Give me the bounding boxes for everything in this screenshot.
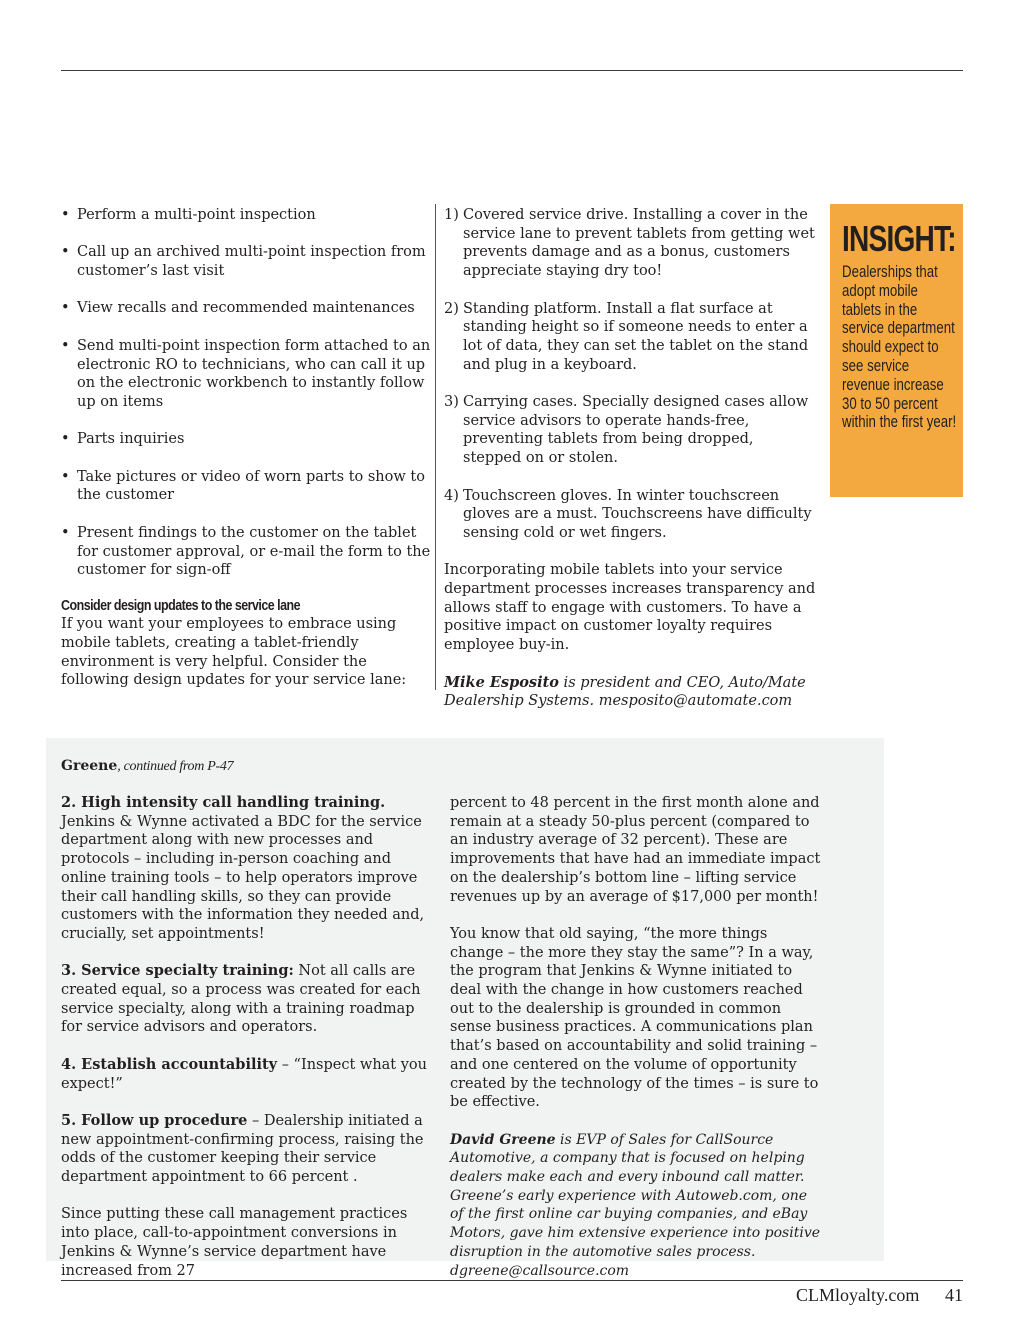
article-column-right [444,206,816,711]
top-rule [61,70,963,71]
list-item: 3) Carrying cases. Specially designed cases allow service advisors to operate hands-free, preventing tablets from being dropped, stepped on or stolen. [444,394,809,467]
bullet-marker: • [61,524,70,541]
list-item: 1) Covered service drive. Installing a cover in the service lane to prevent tablets from getting wet prevents damage and as a bonus, customers appreciate staying dry too! [444,207,815,280]
numbered-paragraph: 3. Service specialty training: Not all calls are created equal, so a process was created for each service specialty, along with a training roadmap for service advisors and operators. [61,962,421,1036]
author-name: Mike Esposito [444,673,559,691]
list-item: • Parts inquiries [61,431,185,448]
author-name: David Greene [450,1131,556,1148]
list-item: • Call up an archived multi-point inspection from customer’s last visit [61,244,426,280]
design-update-list [444,206,816,543]
bullet-marker: • [61,468,70,485]
continued-label: Greene, continued from P-47 [61,758,234,774]
numbered-paragraph: 5. Follow up procedure – Dealership initiated a new appointment-confirming process, raising the odds of the customer keeping their service department appointment to 66 percent . [61,1111,424,1186]
list-item: • Perform a multi-point inspection [61,207,316,223]
insight-text: Dealerships that adopt mobile tablets in the service department should expect to see service revenue increase 30 to 50 percent within the first year! [842,262,957,432]
list-item: • Take pictures or video of worn parts to show to the customer [61,468,425,504]
insight-callout [830,204,963,497]
closing-paragraph: Since putting these call management practices into place, call-to-appointment conversions in Jenkins & Wynne’s service department have increased from 27 [61,1206,408,1279]
numbered-paragraph: 4. Establish accountability – “Inspect what you expect!” [61,1055,427,1092]
list-item: • Send multi-point inspection form attached to an electronic RO to technicians, who can call it up on the electronic workbench to instantly follow up on items [61,337,431,410]
continued-column-right [450,794,825,1299]
conclusion-paragraph: Incorporating mobile tablets into your service department processes increases transparency and allows staff to engage with customers. To have a positive impact on customer loyalty requires employee buy-in. [444,562,816,654]
closing-paragraph: You know that old saying, “the more things change – the more they stay the same”? In a way, the program that Jenkins & Wynne initiated to deal with the change in how customers reached out to the dealership is grounded in common sense business practices. A communications plan that’s based on accountability and solid training – and one centered on the volume of opportunity created by the technology of the times – is sure to be effective. [450,925,819,1111]
bullet-marker: • [61,300,70,317]
list-item: 2) Standing platform. Install a flat surface at standing height so if someone needs to enter a lot of data, they can set the tablet on the stand and plug in a keyboard. [444,300,809,373]
continued-column-left [61,794,436,1299]
bullet-marker: • [61,207,70,223]
bullet-marker: • [61,431,70,448]
list-item: • View recalls and recommended maintenances [61,300,415,317]
numbered-paragraph: 2. High intensity call handling training. Jenkins & Wynne activated a BDC for the service department along with new processes and protocols – including in-person coaching and online training tools – to help operators improve their call handling skills, so they can provide customers with the information they needed and, crucially, set appointments! [61,794,425,942]
author-bio: David Greene is EVP of Sales for CallSource Automotive, a company that is focused on helping dealers make each and every inbound call matter. Greene’s early experience with Autoweb.com, one of the first online car buying companies, and eBay Motors, gave him extensive experience into positive disruption in the automotive sales process. dgreene@callsource.com [450,1131,821,1279]
page-number: 41 [945,1285,963,1305]
author-bio: Mike Esposito is president and CEO, Auto/Mate Dealership Systems. mesposito@automate.com [444,673,806,710]
bottom-rule [61,1280,963,1281]
bullet-marker: • [61,244,70,261]
bullet-marker: • [61,337,70,354]
section-body: If you want your employees to embrace using mobile tablets, creating a tablet-friendly environment is very helpful. Consider the following design updates for your service lane: [61,616,407,689]
list-item: • Present findings to the customer on the tablet for customer approval, or e-mail the form to the customer for sign-off [61,524,431,579]
closing-paragraph: percent to 48 percent in the first month alone and remain at a steady 50-plus percent (compared to an industry average of 32 percent). These are improvements that have had an immediate impact on the dealership’s bottom line – lifting service revenues up by an average of $17,000 per month! [450,795,821,905]
list-item: 4) Touchscreen gloves. In winter touchscreen gloves are a must. Touchscreens have difficulty sensing cold or wet fingers. [444,487,812,541]
footer-website: CLMloyalty.com [796,1285,920,1305]
feature-bullet-list [61,206,431,580]
section-heading: Consider design updates to the service lane [61,597,301,614]
insight-title: INSIGHT: [842,218,956,259]
column-divider [435,204,436,690]
article-column-left [61,206,431,690]
